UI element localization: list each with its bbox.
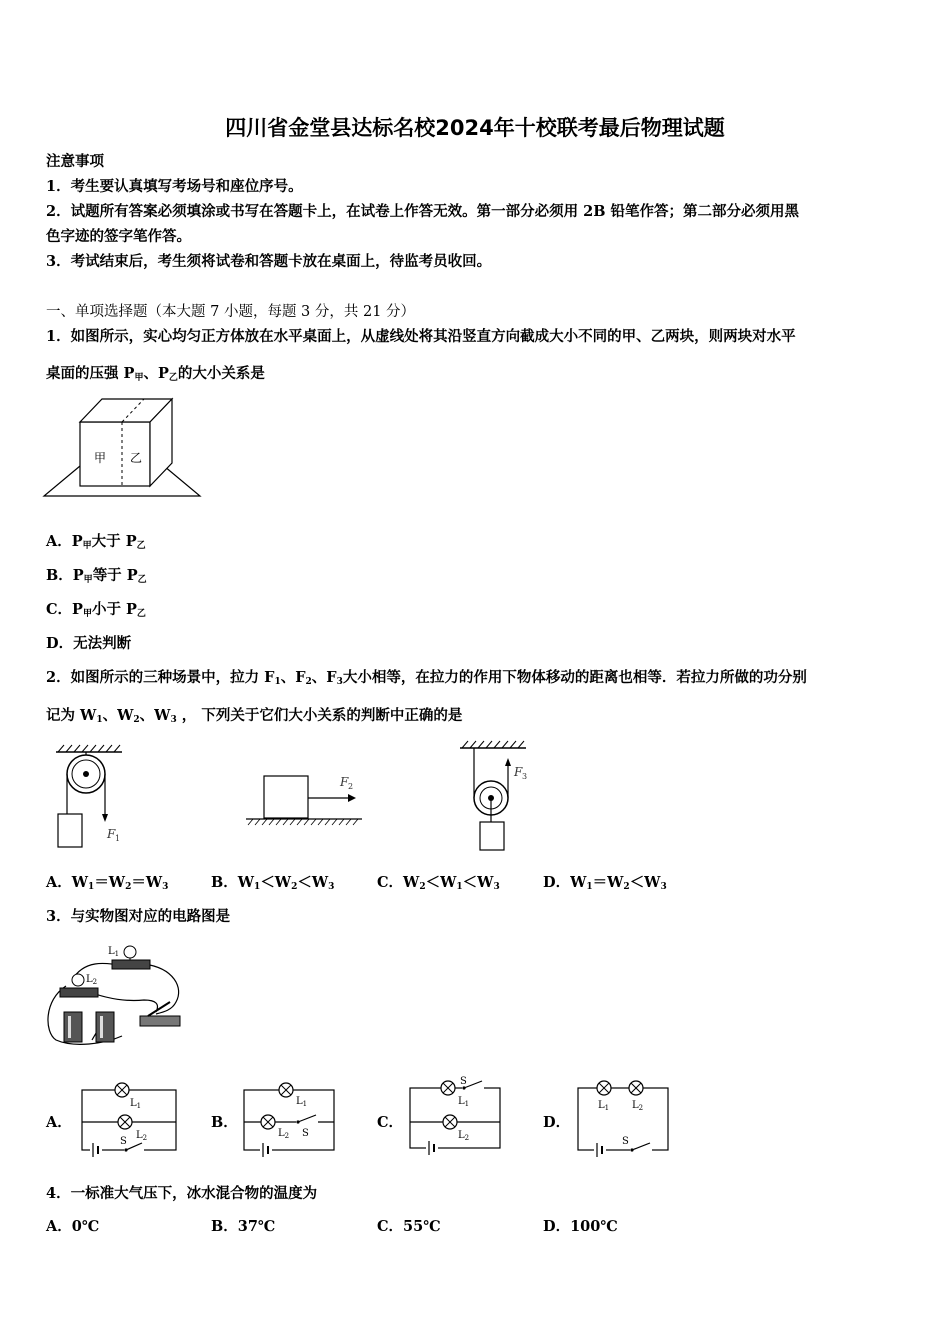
q2-stem2-c: 、W xyxy=(139,707,171,724)
q3a-label-l2: $L_2$ xyxy=(136,1130,148,1142)
q2-d-p: D．W xyxy=(543,874,587,891)
q2-a-p: A．W xyxy=(46,874,89,891)
q2-d-s1: 1 xyxy=(586,882,593,892)
q2-fig1-f-label: F xyxy=(107,827,116,841)
q4-option-d[interactable]: D．100℃ xyxy=(543,1218,618,1235)
q2-b-m2: ＜W xyxy=(297,874,329,891)
q2-stem-a: 2．如图所示的三种场景中，拉力 F xyxy=(46,669,275,686)
notice-heading: 注意事项 xyxy=(46,153,104,170)
q2-a-s1: 1 xyxy=(88,882,95,892)
q2-fig1-f-sub: 1 xyxy=(115,834,121,843)
q2-stem2-sub2: 2 xyxy=(133,715,140,725)
q2-fig3-f-label: F xyxy=(514,765,523,779)
q2-fig2-f-label: F xyxy=(340,775,349,789)
q1-stem-text-b: 、P xyxy=(143,365,169,382)
q1-stem-sub-yi: 乙 xyxy=(168,373,178,383)
q2-a-s2: 2 xyxy=(125,882,132,892)
q3d-label-l1: $L_1$ xyxy=(598,1100,610,1112)
q1-stem-line1: 1．如图所示，实心均匀正方体放在水平桌面上，从虚线处将其沿竖直方向截成大小不同的甲、乙两块，则两块对水平 xyxy=(46,328,796,345)
q2-stem-line1 xyxy=(46,668,807,692)
q2-stem2-d: ， 下列关于它们大小关系的判断中正确的是 xyxy=(176,707,463,724)
q2-stem-sub1: 1 xyxy=(274,677,281,687)
q1-fig-label-jia: 甲 xyxy=(94,451,107,465)
q2-fig3-f-sub: 3 xyxy=(522,772,528,781)
q3d-label-l2: $L_2$ xyxy=(632,1100,644,1112)
q2-stem-c: 、F xyxy=(311,669,337,686)
q1-b-prefix: B．P xyxy=(46,567,84,584)
q2-a-s3: 3 xyxy=(162,882,169,892)
q3-option-c-circuit[interactable] xyxy=(408,1076,508,1156)
q1-a-mid: 大于 P xyxy=(91,533,137,550)
q2-stem-sub3: 3 xyxy=(336,677,343,687)
q3-option-b-label[interactable]: B． xyxy=(211,1114,238,1131)
q2-option-d[interactable] xyxy=(543,873,667,897)
q1-stem-text-c: 的大小关系是 xyxy=(177,365,265,382)
q3b-label-l1: $L_1$ xyxy=(296,1096,308,1108)
notice-item-2-cont: 色字迹的签字笔作答。 xyxy=(46,228,191,245)
q2-c-p: C．W xyxy=(377,874,420,891)
q1-option-b[interactable] xyxy=(46,566,147,590)
q3-option-a-label[interactable]: A． xyxy=(46,1114,72,1131)
q4-stem: 4．一标准大气压下，冰水混合物的温度为 xyxy=(46,1185,318,1202)
q1-stem-sub-jia: 甲 xyxy=(134,373,144,383)
q3-physical-circuit-figure xyxy=(44,940,194,1048)
q2-c-s3: 3 xyxy=(493,882,500,892)
q2-stem-b: 、F xyxy=(280,669,306,686)
q1-stem-line2 xyxy=(46,364,265,388)
q3-photo-label-l1: $L_1$ xyxy=(108,946,120,958)
q2-option-a[interactable] xyxy=(46,873,168,897)
q3c-label-s: S xyxy=(460,1076,467,1087)
q2-stem-line2 xyxy=(46,706,462,730)
q1-fig-label-yi: 乙 xyxy=(130,451,143,465)
q1-c-mid: 小于 P xyxy=(91,601,137,618)
q2-movable-pulley-figure xyxy=(456,740,546,854)
q1-b-mid: 等于 P xyxy=(92,567,138,584)
q1-b-sub1: 甲 xyxy=(83,575,93,585)
q2-option-b[interactable] xyxy=(211,873,334,897)
q1-c-prefix: C．P xyxy=(46,601,83,618)
q2-d-s3: 3 xyxy=(660,882,667,892)
q2-option-c[interactable] xyxy=(377,873,500,897)
q2-c-m1: ＜W xyxy=(425,874,457,891)
q2-b-s3: 3 xyxy=(328,882,335,892)
q1-option-c[interactable] xyxy=(46,600,146,624)
q1-option-d[interactable]: D．无法判断 xyxy=(46,635,132,652)
q1-cube-figure xyxy=(44,396,204,500)
q2-fig2-f-sub: 2 xyxy=(348,782,354,791)
q4-option-c[interactable]: C．55℃ xyxy=(377,1218,441,1235)
q3-stem: 3．与实物图对应的电路图是 xyxy=(46,908,231,925)
q2-a-m2: ＝W xyxy=(131,874,163,891)
q3c-label-l1: $L_1$ xyxy=(458,1096,470,1108)
q3b-label-s: S xyxy=(302,1128,309,1139)
q2-stem2-b: 、W xyxy=(102,707,134,724)
q3d-label-s: S xyxy=(622,1136,629,1147)
q3-option-c-label[interactable]: C． xyxy=(377,1114,404,1131)
notice-item-3: 3．考试结束后，考生须将试卷和答题卡放在桌面上，待监考员收回。 xyxy=(46,253,492,270)
q3-option-b-circuit[interactable] xyxy=(242,1080,342,1156)
q3a-label-s: S xyxy=(120,1136,127,1147)
q2-stem2-sub1: 1 xyxy=(96,715,103,725)
q3c-label-l2: $L_2$ xyxy=(458,1130,470,1142)
q1-option-a[interactable] xyxy=(46,532,146,556)
q1-a-sub2: 乙 xyxy=(136,541,146,551)
q2-block-figure xyxy=(244,770,364,830)
q1-a-prefix: A．P xyxy=(46,533,83,550)
q2-c-s2: 1 xyxy=(456,882,463,892)
q3-option-d-label[interactable]: D． xyxy=(543,1114,571,1131)
q2-a-m1: ＝W xyxy=(94,874,126,891)
page-title: 四川省金堂县达标名校2024年十校联考最后物理试题 xyxy=(225,116,725,140)
q2-c-m2: ＜W xyxy=(462,874,494,891)
q3b-label-l2: $L_2$ xyxy=(278,1128,290,1140)
q1-a-sub1: 甲 xyxy=(82,541,92,551)
notice-item-1: 1．考生要认真填写考场号和座位序号。 xyxy=(46,178,303,195)
q3a-label-l1: $L_1$ xyxy=(130,1098,142,1110)
q1-stem-text-a: 桌面的压强 P xyxy=(46,365,135,382)
q1-c-sub2: 乙 xyxy=(136,609,146,619)
q4-option-b[interactable]: B．37℃ xyxy=(211,1218,276,1235)
q2-stem2-sub3: 3 xyxy=(170,715,177,725)
q2-b-s1: 1 xyxy=(254,882,261,892)
q4-option-a[interactable]: A．0℃ xyxy=(46,1218,100,1235)
q2-fixed-pulley-figure xyxy=(52,744,132,852)
notice-item-2: 2．试题所有答案必须填涂或书写在答题卡上，在试卷上作答无效。第一部分必须用 2B 铅笔作答；第二部分必须用黑 xyxy=(46,203,800,220)
q2-d-m1: ＝W xyxy=(592,874,624,891)
q2-stem-sub2: 2 xyxy=(305,677,312,687)
q2-c-s1: 2 xyxy=(419,882,426,892)
q2-b-s2: 2 xyxy=(291,882,298,892)
q2-d-m2: ＜W xyxy=(629,874,661,891)
q2-stem2-a: 记为 W xyxy=(46,707,97,724)
q3-option-d-circuit[interactable] xyxy=(574,1076,674,1156)
q1-b-sub2: 乙 xyxy=(137,575,147,585)
q2-b-p: B．W xyxy=(211,874,255,891)
q3-photo-label-l2: $L_2$ xyxy=(86,974,98,986)
q1-c-sub1: 甲 xyxy=(82,609,92,619)
q2-d-s2: 2 xyxy=(623,882,630,892)
section-1-heading: 一、单项选择题（本大题 7 小题，每题 3 分，共 21 分） xyxy=(46,304,416,320)
q2-b-m1: ＜W xyxy=(260,874,292,891)
q3-option-a-circuit[interactable] xyxy=(80,1080,180,1156)
q2-stem-d: 大小相等，在拉力的作用下物体移动的距离也相等．若拉力所做的功分别 xyxy=(342,669,807,686)
